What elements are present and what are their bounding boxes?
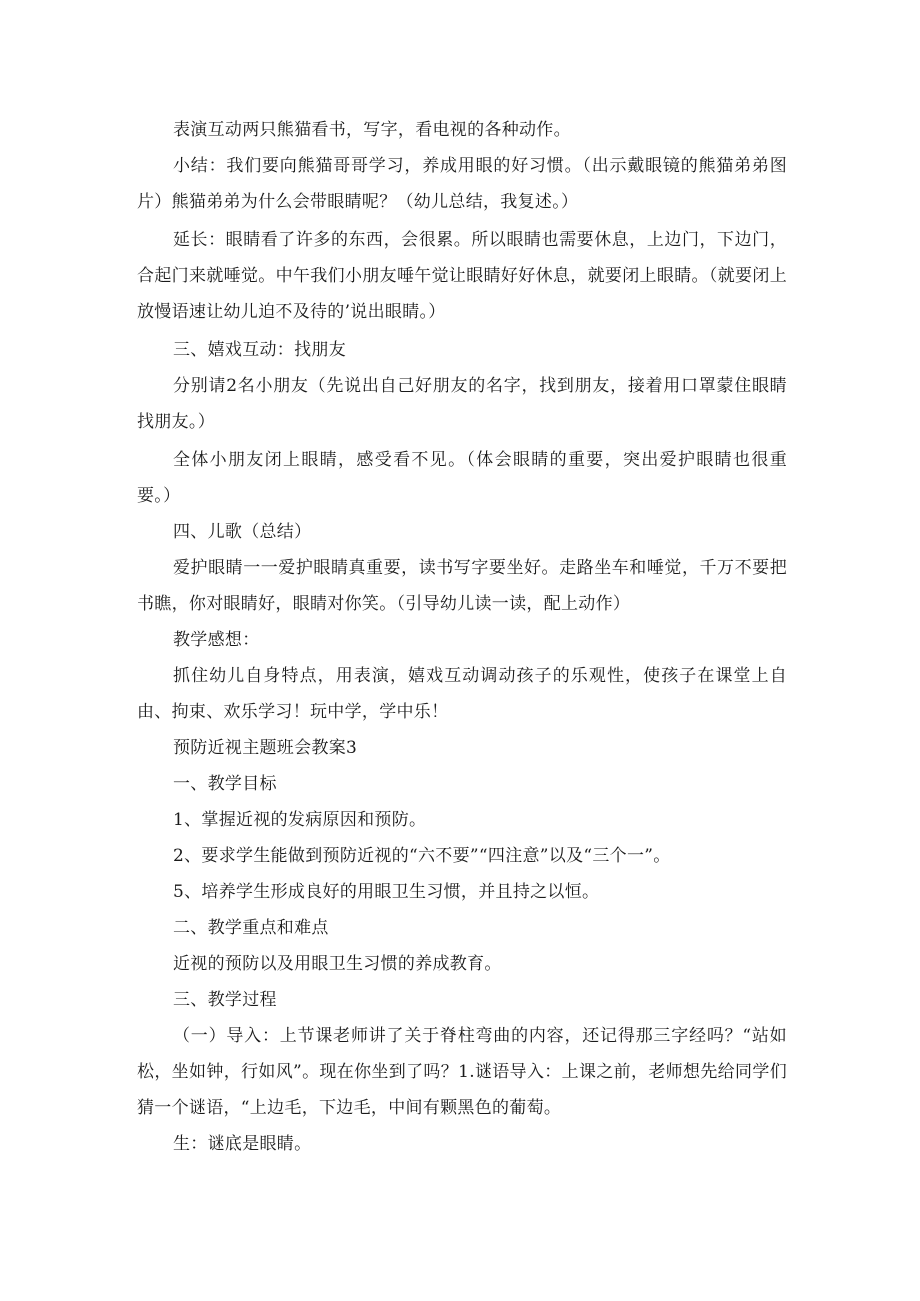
paragraph-reflection: 抓住幼儿自身特点，用表演，嬉戏互动调动孩子的乐观性，使孩子在课堂上自由、拘束、欢乐学习！玩中学，学中乐！ [137, 666, 787, 722]
list-item-goal-1: 1、掌握近视的发病原因和预防。 [173, 810, 427, 830]
paragraph-find-friends: 分别请2名小朋友（先说出自己好朋友的名字，找到朋友，接着用口罩蒙住眼睛找朋友。） [137, 376, 787, 432]
heading-key-points: 二、教学重点和难点 [173, 918, 329, 938]
heading-teaching-process: 三、教学过程 [173, 990, 277, 1010]
heading-teaching-goals: 一、教学目标 [173, 774, 277, 794]
paragraph-close-eyes: 全体小朋友闭上眼睛，感受看不见。（体会眼睛的重要，突出爱护眼睛也很重要。） [137, 450, 787, 506]
paragraph-introduction: （一）导入：上节课老师讲了关于脊柱弯曲的内容，还记得那三字经吗？“站如松，坐如钟，行如风”。现在你坐到了吗？1.谜语导入：上课之前，老师想先给同学们猜一个谜语，“上边毛，下边毛，中间有颗黑色的葡萄。 [137, 1026, 787, 1118]
paragraph-panda-actions: 表演互动两只熊猫看书，写字，看电视的各种动作。 [173, 120, 571, 140]
paragraph-extension: 延长：眼睛看了许多的东西，会很累。所以眼睛也需要休息，上边门，下边门，合起门来就唾觉。中午我们小朋友唾午觉让眼睛好好休息，就要闭上眼睛。（就要闭上放慢语速让幼儿迫不及待的’说出眼睛。） [137, 230, 787, 322]
paragraph-rhyme: 爱护眼睛一一爱护眼睛真重要，读书写字要坐好。走路坐车和唾觉，千万不要把书瞧，你对眼睛好，眼睛对你笑。（引导幼儿读一读，配上动作） [137, 558, 787, 614]
paragraph-key-points: 近视的预防以及用眼卫生习惯的养成教育。 [173, 954, 502, 974]
list-item-goal-2: 2、要求学生能做到预防近视的“六不要”“四注意”以及“三个一”。 [173, 846, 671, 866]
heading-lesson-plan-3: 预防近视主题班会教案3 [173, 738, 358, 758]
heading-teaching-reflection: 教学感想： [173, 630, 260, 650]
paragraph-riddle-answer: 生：谜底是眼睛。 [173, 1134, 312, 1154]
list-item-goal-5: 5、培养学生形成良好的用眼卫生习惯，并且持之以恒。 [173, 882, 600, 902]
heading-nursery-rhyme: 四、儿歌（总结） [173, 522, 312, 542]
paragraph-summary: 小结：我们要向熊猫哥哥学习，养成用眼的好习惯。（出示戴眼镜的熊猫弟弟图片）熊猫弟弟为什么会带眼睛呢？（幼儿总结，我复述。） [137, 156, 787, 212]
heading-game-interaction: 三、嬉戏互动：找朋友 [173, 340, 346, 360]
